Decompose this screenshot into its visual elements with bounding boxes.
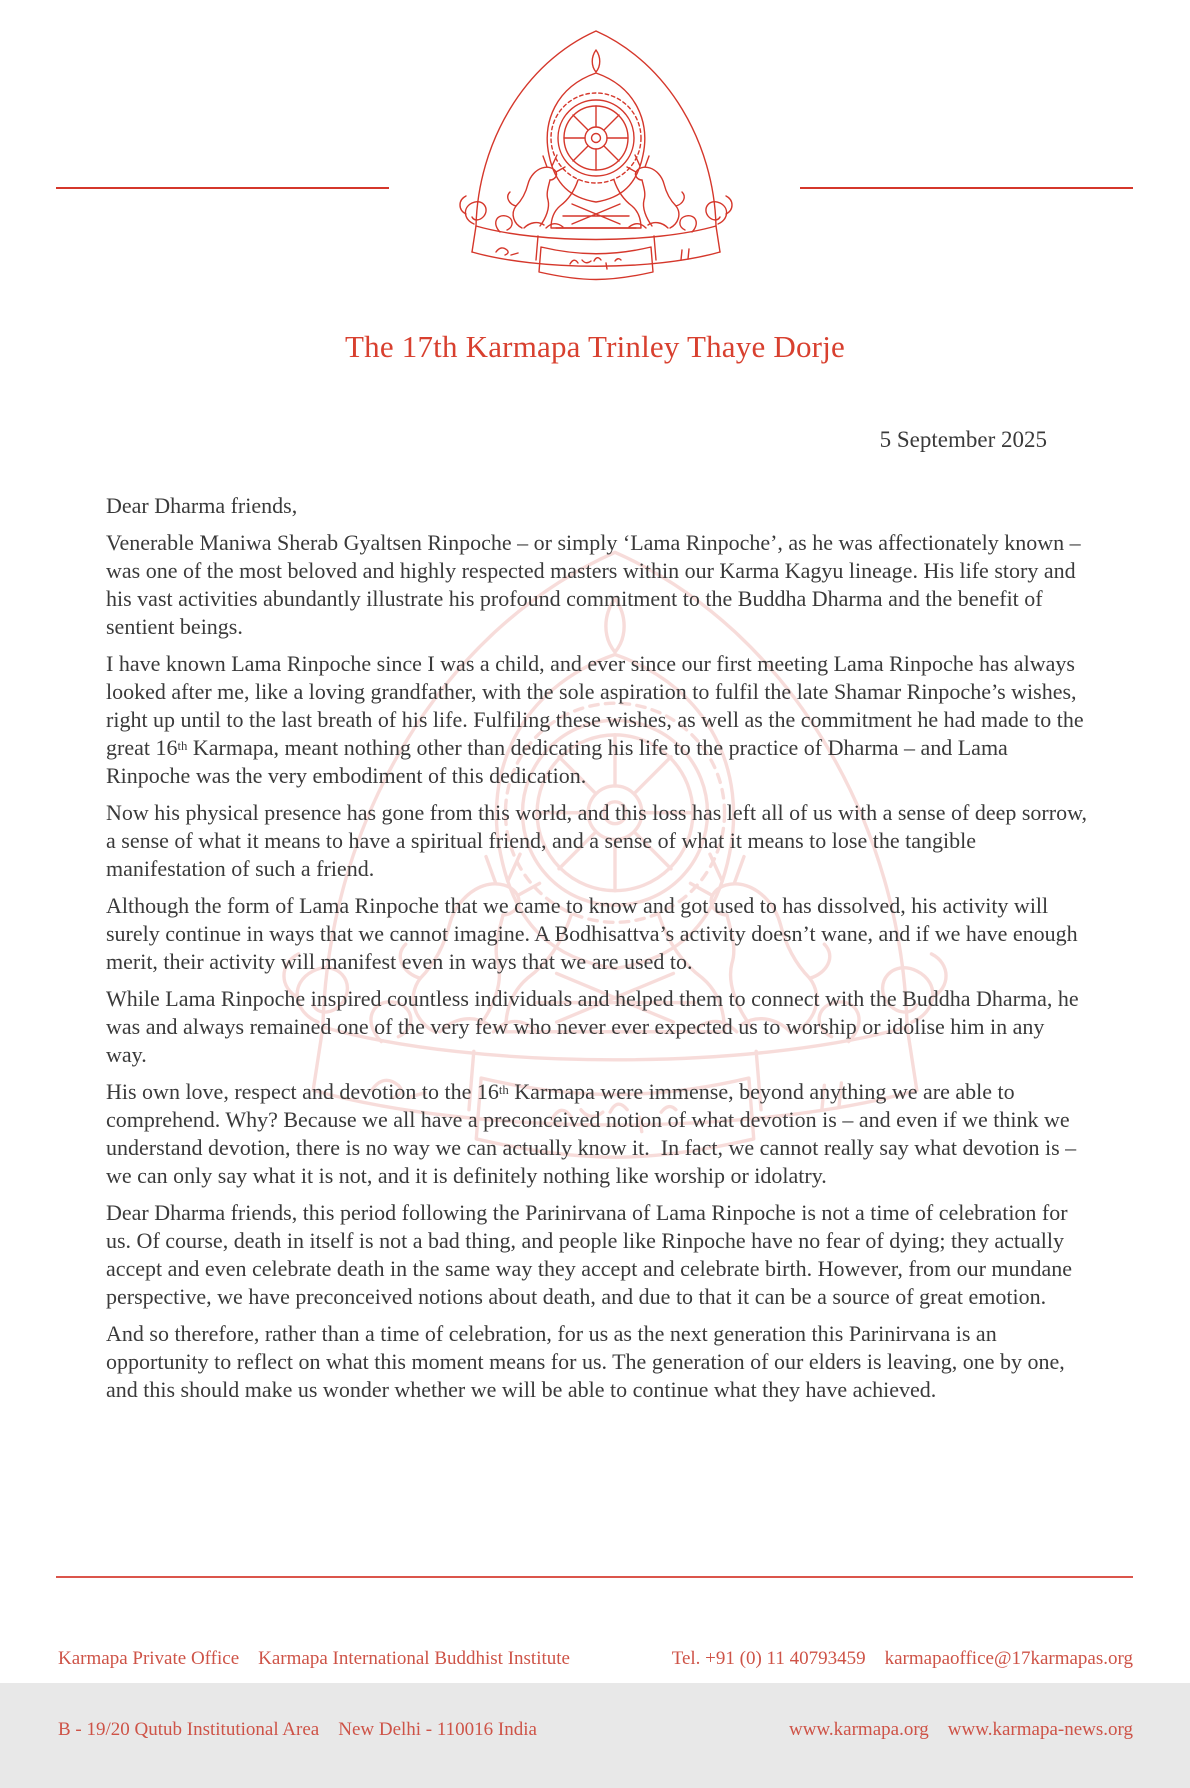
footer-office-line: Karmapa Private Office Karmapa International Buddhist Institute [58,1648,570,1669]
footer-address-block [58,1600,678,1788]
paragraph: Dear Dharma friends, [106,493,298,518]
paragraph: I have known Lama Rinpoche since I was a child, and ever since our first meeting Lama Rinpoche has always looked after me, like a loving grandfather, with the sole aspiration to fulfil the late Shamar Rinpoche’s wishes, right up until to the last breath of his life. Fulfiling these wishes, as well as the commitment he had made to the great 16th Karmapa, meant nothing other than dedicating his life to the practice of Dharma – and Lama Rinpoche was the very embodiment of this dedication. [106,651,1090,788]
page-title: The 17th Karmapa Trinley Thaye Dorje [345,329,845,364]
ornament-line-left [56,187,389,189]
paragraph: His own love, respect and devotion to the 16th Karmapa were immense, beyond anything we are able to comprehend. Why? Because we all have a preconceived notion of what devotion is – and even if we think we understand devotion, there is no way we can actually know it. In fact, we cannot really say what devotion is – we can only say what it is not, and it is definitely nothing like worship or idolatry. [106,1079,1082,1188]
letter-body [106,492,1093,1413]
paragraph: While Lama Rinpoche inspired countless individuals and helped them to connect with the Buddha Dharma, he was and always remained one of the very few who never ever expected us to worship or idolise him in any way. [106,986,1085,1067]
paragraph: Now his physical presence has gone from this world, and this loss has left all of us with a sense of deep sorrow, a sense of what it means to have a spiritual friend, and a sense of what it means to lose the tangible manifestation of such a friend. [106,800,1093,881]
karmapa-crest-icon [444,28,748,286]
date: 5 September 2025 [879,427,1047,452]
footer-address-line: B - 19/20 Qutub Institutional Area New Delhi - 110016 India [58,1718,537,1740]
paragraph: Although the form of Lama Rinpoche that we came to know and got used to has dissolved, his activity will surely continue in ways that we cannot imagine. A Bodhisattva’s activity doesn’t wane, and if we have enough merit, their activity will manifest even in ways that we are used to. [106,893,1084,974]
footer-websites-line: www.karmapa.org www.karmapa-news.org [788,1718,1133,1740]
ornament-line-right [800,187,1133,189]
paragraph: Venerable Maniwa Sherab Gyaltsen Rinpoche – or simply ‘Lama Rinpoche’, as he was affectionately known – was one of the most beloved and highly respected masters within our Karma Kagyu lineage. His life story and his vast activities abundantly illustrate his profound commitment to the Buddha Dharma and the benefit of sentient beings. [106,530,1087,639]
footer-rule [56,1576,1133,1578]
paragraph: And so therefore, rather than a time of celebration, for us as the next generation this Parinirvana is an opportunity to reflect on what this moment means for us. The generation of our elders is leaving, one by one, and this should make us wonder whether we will be able to continue what they have achieved. [106,1321,1071,1402]
paragraph: Dear Dharma friends, this period following the Parinirvana of Lama Rinpoche is not a time of celebration for us. Of course, death in itself is not a bad thing, and people like Rinpoche have no fear of dying; they actually accept and even celebrate death in the same way they accept and celebrate birth. However, from our mundane perspective, we have preconceived notions about death, and due to that it can be a source of great emotion. [106,1200,1078,1309]
footer-phone-email-line: Tel. +91 (0) 11 40793459 karmapaoffice@17karmapas.org [671,1648,1133,1669]
footer-contact-block [600,1600,1133,1788]
